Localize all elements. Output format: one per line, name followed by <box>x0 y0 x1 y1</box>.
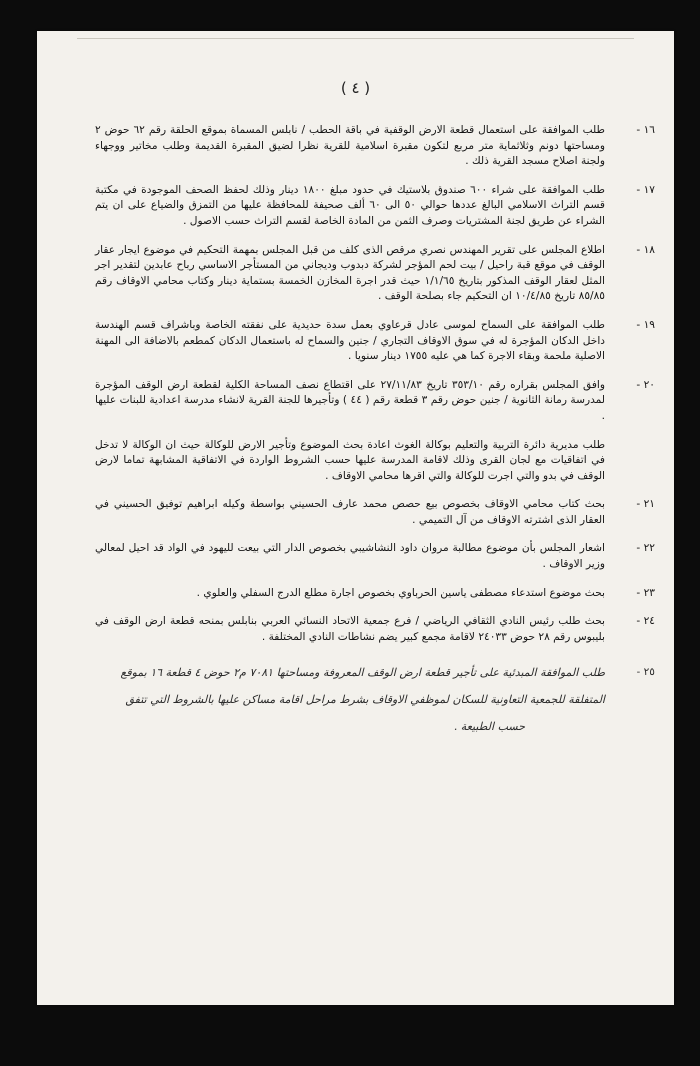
item-number: ٢٥ - <box>636 666 655 679</box>
agenda-item-17 <box>95 183 655 230</box>
item-text: بحث طلب رئيس النادي الثقافي الرياضي / فرع جمعية الاتحاد النسائي العربي بنابلس بمنحه قطعة ارض الوقف في بليبوس رقم ٢٨ حوض ٢٤٠٣٣ لاقامة مجمع كبير يضم نشاطات النادي المختلفة . <box>95 615 605 643</box>
item-text: طلب الموافقة على استعمال قطعة الارض الوقفية في باقة الحطب / نابلس المسماة بموقع الحلقة رقم ٦٢ حوض ٢ ومساحتها دونم وثلاثماية متر مربع لتكون مقبرة اسلامية للقرية نظرا لضيق المقبرة القديمة وطلب مخاتير ووجهاء ولجنة اصلاح مسجد القرية ذلك . <box>95 124 605 168</box>
item-text: اطلاع المجلس على تقرير المهندس نصري مرقص الذى كلف من قبل المجلس بمهمة التحكيم في موضوع ايجار عقار الوقف في موقع قبة راحيل / بيت لحم المؤجر لشركة دبدوب وديجاني من المستأجر الاساسي رباح عابدين لتقدير اجر المثل لعقار الوقف المذكور بتاريخ ١/١/٦٥ حيث قدر اجرة المخازن الخمسة بستماية دينار وكتاب محامي الاوقاف رقم ٨٥/٨٥ تاريخ ١٠/٤/٨٥ ان التحكيم جاء بصلحة الوقف . <box>95 243 605 303</box>
item-text: طلب مديرية دائرة التربية والتعليم بوكالة الغوث اعادة بحث الموضوع وتأجير الارض للوكالة حيث ان الوكالة لا تدخل في اتفاقيات مع لجان القرى وذلك لاقامة المدرسة عليها حسب الشروط الواردة في الاتفاقية المشابهة تماما لارض الوقف في بدو والتي اجرت للوكالة والتي اقرها محامي الاوقاف . <box>95 438 605 482</box>
agenda-item-25-handwritten <box>95 659 655 740</box>
agenda-item-19 <box>95 318 655 365</box>
agenda-item-16 <box>95 123 655 170</box>
agenda-item-24 <box>95 614 655 645</box>
item-number: ٢٣ - <box>636 586 655 599</box>
agenda-item-20 <box>95 378 655 425</box>
agenda-item-20-followup <box>95 438 655 485</box>
agenda-item-18 <box>95 243 655 305</box>
handwritten-text: طلب الموافقة المبدئية على تأجير قطعة ارض الوقف المعروفة ومساحتها ٧٠٨١ م٢ حوض ٤ قطعة ١٦ بموقع المتفلقة للجمعية التعاونية للسكان لموظفي الاوقاف بشرط مراحل اقامة مساكن عليها بالشروط التي تتفق <box>120 666 605 707</box>
page-top-rule <box>77 38 634 39</box>
item-number: ١٩ - <box>636 318 655 331</box>
item-number: ١٦ - <box>636 124 655 136</box>
item-number: ٢٢ - <box>636 542 655 555</box>
item-text: بحث موضوع استدعاء مصطفى ياسين الحرباوي بخصوص اجارة مطلع الدرج السفلي والعلوي . <box>196 586 605 599</box>
agenda-item-23 <box>95 586 655 602</box>
item-text: طلب الموافقة على السماح لموسى عادل قرعاوي بعمل سدة حديدية على نفقته الخاصة وباشراف قسم الهندسة داخل الدكان المؤجرة له في سوق الاوقاف التجاري / جنين والسماح له باستعمال الدكان كمطعم بالاضافة الى المهنة الاصلية ملحمة وبقاء الاجرة كما هي عليه ١٧٥٥ دينار سنويا . <box>95 318 605 363</box>
item-text: بحث كتاب محامي الاوقاف بخصوص بيع حصص محمد عارف الحسيني بواسطة وكيله ابراهيم توفيق الحسيني في العقار الذى اشترته الاوقاف من آل التميمي . <box>95 498 605 526</box>
item-number: ٢٤ - <box>636 615 655 628</box>
item-number: ١٧ - <box>636 183 655 196</box>
agenda-list <box>95 123 655 753</box>
agenda-item-22 <box>95 541 655 572</box>
item-number: ١٨ - <box>636 243 655 256</box>
document-page <box>37 31 674 1005</box>
item-text: وافق المجلس بقراره رقم ٣٥٣/١٠ تاريخ ٢٧/١١/٨٣ على اقتطاع نصف المساحة الكلية لقطعة ارض الوقف المؤجرة لمدرسة رمانة الثانوية / جنين حوض رقم ٣ قطعة رقم ( ٤٤ ) وتأجيرها للجنة القرية لانشاء مدرسة اعدادية للبنات عليها . <box>95 378 605 422</box>
item-number: ٢١ - <box>636 498 655 511</box>
item-text: اشعار المجلس بأن موضوع مطالبة مروان داود النشاشيبي بخصوص الدار التي بيعت لليهود في الواد قد احيل لمعالي وزير الاوقاف . <box>95 542 605 571</box>
agenda-item-21 <box>95 497 655 528</box>
item-number: ٢٠ - <box>636 378 655 391</box>
page-number: ( ٤ ) <box>340 79 371 97</box>
handwritten-closing: حسب الطبيعة . <box>453 720 525 734</box>
item-text: طلب الموافقة على شراء ٦٠٠ صندوق بلاستيك في حدود مبلغ ١٨٠٠ دينار وذلك لحفظ الصحف الموجودة في مكتبة قسم التراث الاسلامي البالغ عددها حوالي ٥٠ الى ٦٠ ألف صحيفة للمحافظة عليها من التمزق والضياع على ان يتم الشراء عن طريق لجنة المشتريات وصرف الثمن من المادة الخاصة لقسم التراث حسب الاصول . <box>95 183 605 227</box>
